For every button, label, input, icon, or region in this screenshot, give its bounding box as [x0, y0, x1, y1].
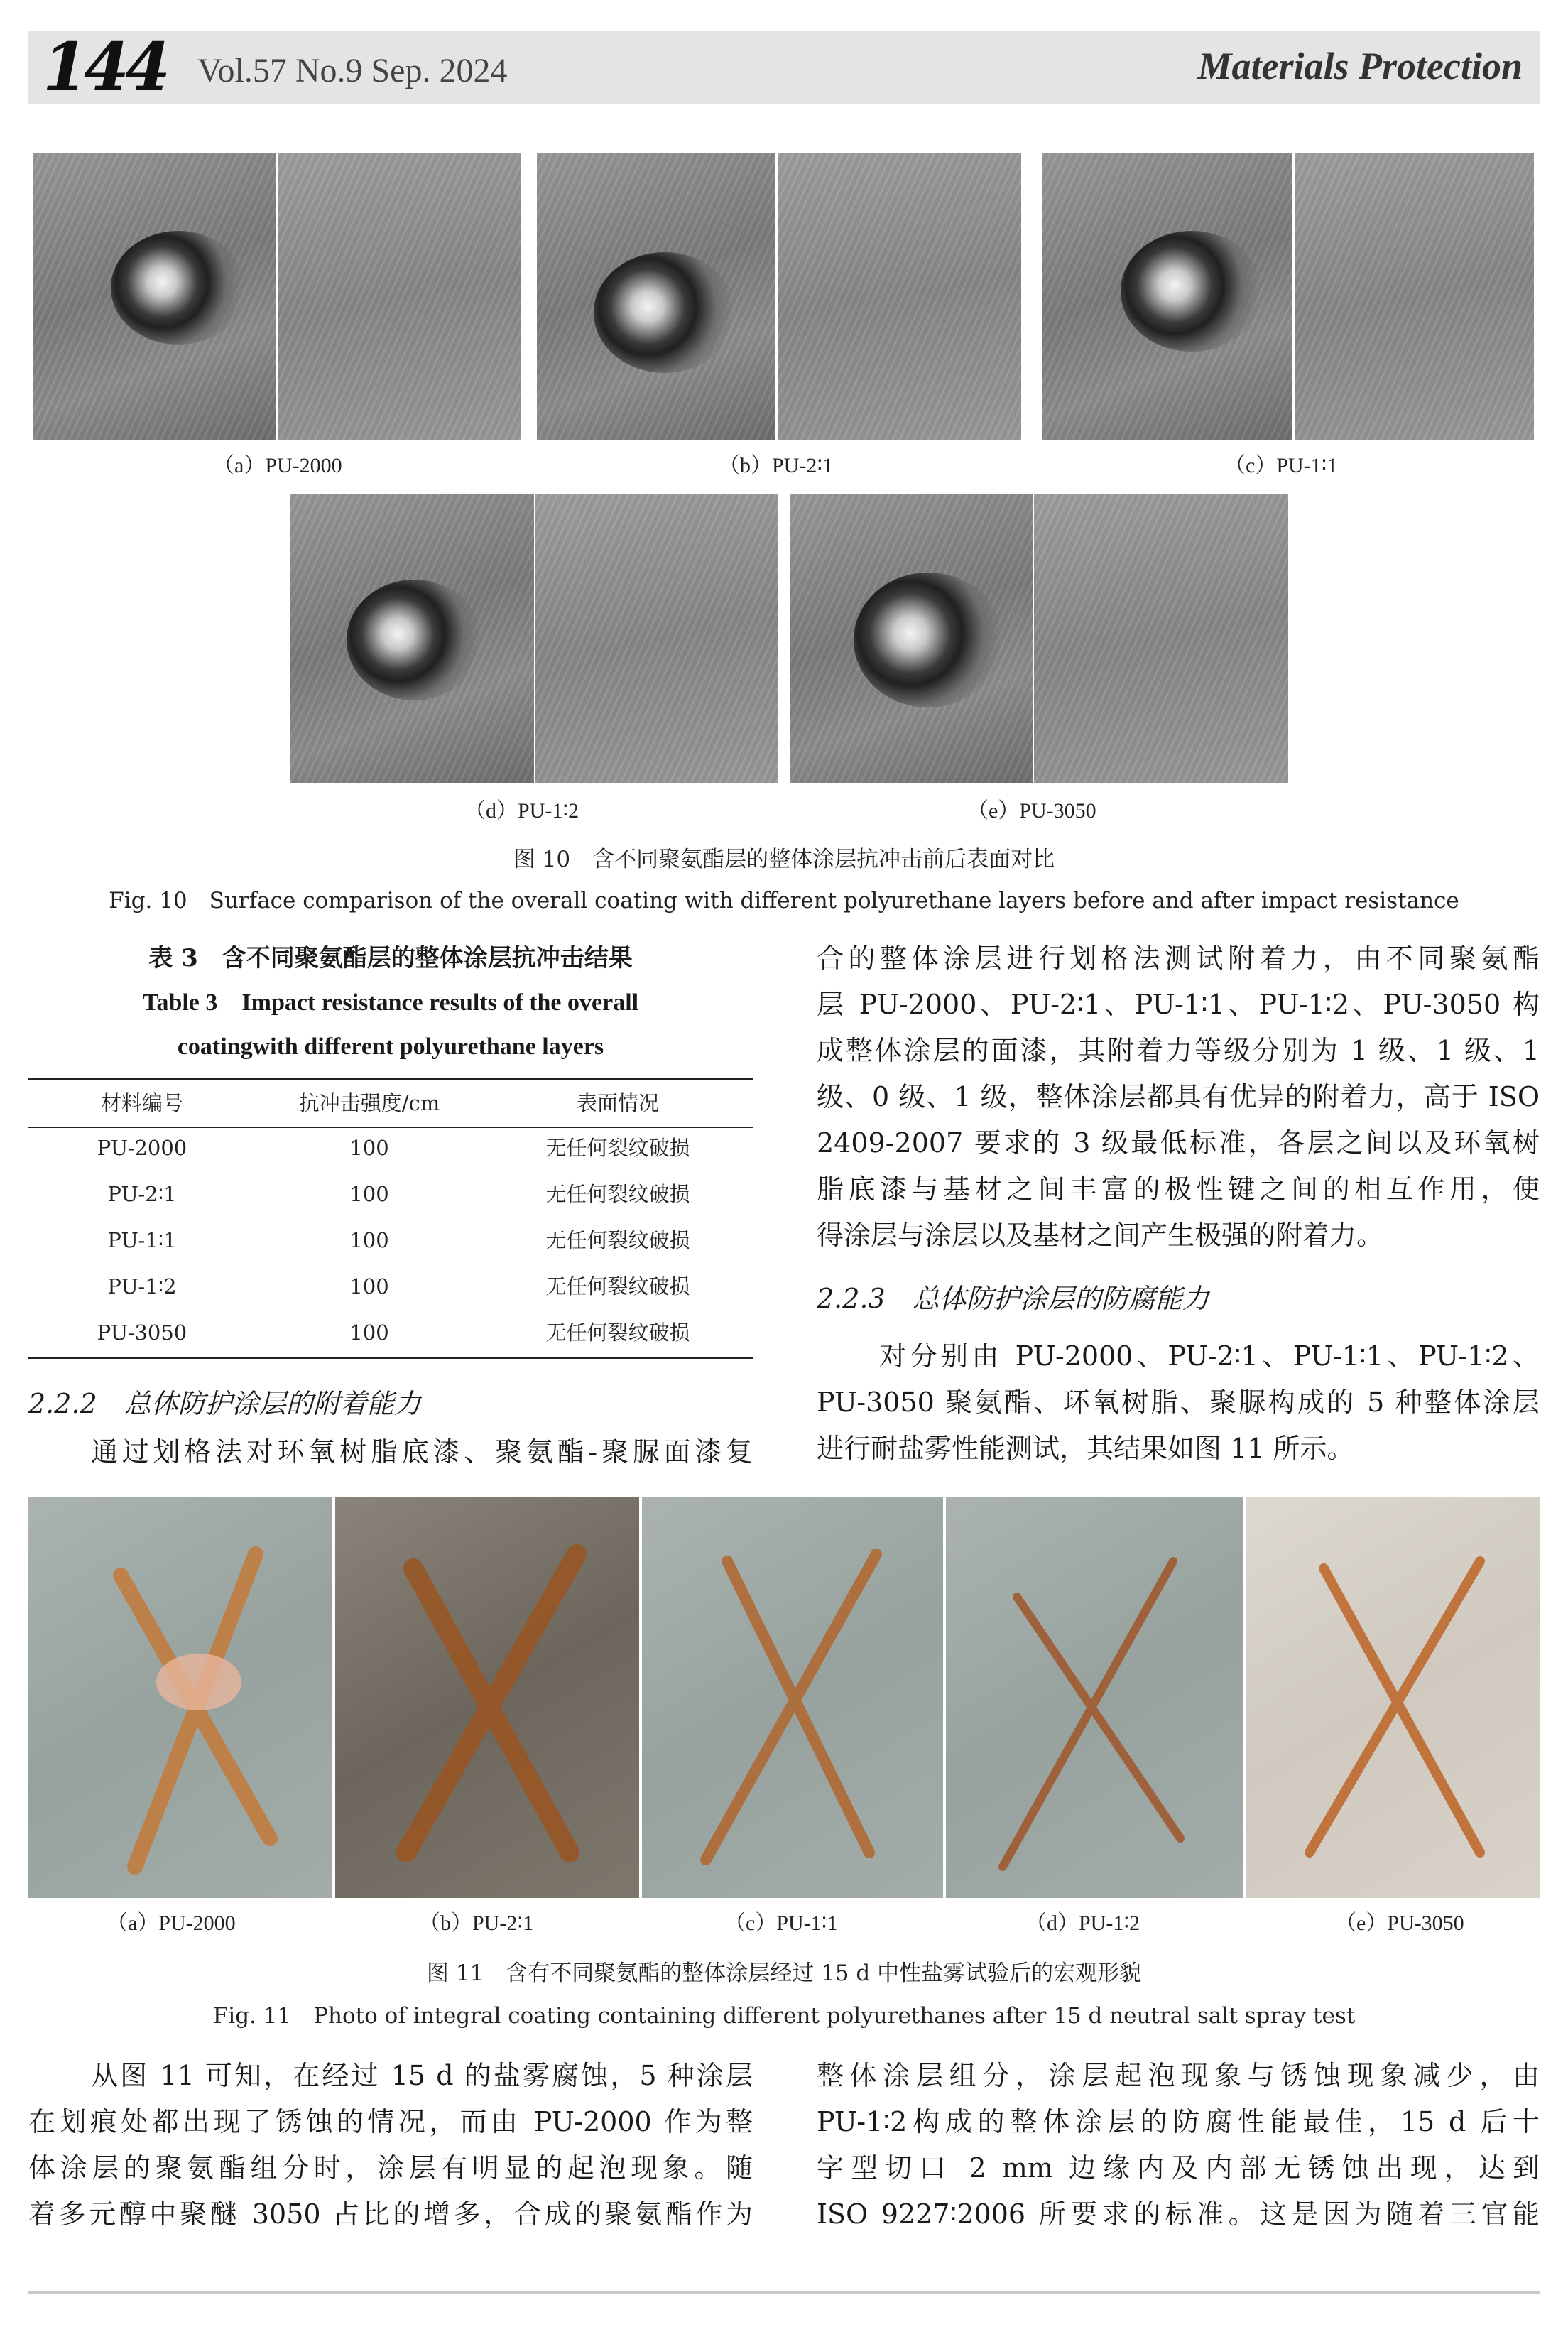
text-line: 整体涂层组分，涂层起泡现象与锈蚀现象减少，由: [817, 2060, 1540, 2091]
table-cell: 100: [349, 1320, 389, 1345]
footer-rule: [28, 2291, 1540, 2294]
text-line: 进行耐盐雾性能测试，其结果如图 11 所示。: [817, 1433, 1354, 1464]
fig10-caption-cn: 图 10 含不同聚氨酯层的整体涂层抗冲击前后表面对比: [513, 847, 1055, 872]
fig10-subcaption-a: （a）PU-2000: [213, 454, 342, 477]
table-cell: 无任何裂纹破损: [545, 1136, 690, 1160]
scratch-cross: [335, 1497, 639, 1898]
fig10-subcaption-d: （d）PU-1∶2: [464, 799, 579, 823]
bottom-left-text: [28, 2053, 753, 2238]
text-line: 体涂层的聚氨酯组分时，涂层有明显的起泡现象。随: [28, 2152, 753, 2184]
fig10-b-before-photo: [537, 153, 775, 440]
text-line: 合的整体涂层进行划格法测试附着力，由不同聚氨酯: [817, 943, 1540, 974]
fig10-d-before-photo: [290, 494, 534, 783]
fig11-b-photo: [335, 1497, 639, 1898]
table-cell: PU-1∶2: [107, 1274, 177, 1298]
fig11-subcaption-b: （b）PU-2∶1: [419, 1911, 534, 1935]
fig11-a-photo: [28, 1497, 332, 1898]
table-cell: PU-2000: [97, 1136, 187, 1160]
table3-bottom-rule: [28, 1357, 753, 1359]
section-223-heading: 2.2.3 总体防护涂层的防腐能力: [817, 1283, 1209, 1314]
table3-title-en-2: coatingwith different polyurethane layers: [177, 1034, 604, 1060]
table-cell: 100: [349, 1182, 389, 1206]
text-line: 着多元醇中聚醚 3050 占比的增多，合成的聚氨酯作为: [28, 2198, 753, 2230]
fig11-e-photo: [1246, 1497, 1540, 1898]
table3-title-en-1: Table 3 Impact resistance results of the overall: [142, 989, 639, 1016]
text-line: 字型切口 2 mm 边缘内及内部无锈蚀出现，达到: [817, 2152, 1540, 2184]
text-line: 得涂层与涂层以及基材之间产生极强的附着力。: [817, 1220, 1384, 1251]
section-222-left-text: [28, 1429, 753, 1475]
issue-info: Vol.57 No.9 Sep. 2024: [197, 52, 508, 90]
fig10-caption-en: Fig. 10 Surface comparison of the overall coating with different polyurethane layers before and after impact resistance: [109, 888, 1459, 913]
fig11-subcaption-d: （d）PU-1∶2: [1025, 1911, 1140, 1935]
fig11-caption-en: Fig. 11 Photo of integral coating containing different polyurethanes after 15 d neutral salt spray test: [212, 2003, 1356, 2029]
fig11-d-photo: [946, 1497, 1243, 1898]
table-cell: 无任何裂纹破损: [545, 1320, 690, 1345]
fig10-subcaption-b: （b）PU-2∶1: [719, 454, 834, 477]
table-cell: PU-1∶1: [107, 1228, 177, 1252]
text-line: 在划痕处都出现了锈蚀的情况，而由 PU-2000 作为整: [28, 2106, 753, 2137]
fig10-c-after-photo: [1295, 153, 1534, 440]
journal-title: Materials Protection: [1197, 45, 1523, 87]
fig11-c-photo: [642, 1497, 943, 1898]
fig10-b-after-photo: [778, 153, 1021, 440]
fig11-caption-cn: 图 11 含有不同聚氨酯的整体涂层经过 15 d 中性盐雾试验后的宏观形貌: [426, 1960, 1142, 1986]
scratch-cross: [946, 1497, 1243, 1898]
fig10-a-before-photo: [33, 153, 276, 440]
text-line: 级、0 级、1 级，整体涂层都具有优异的附着力，高于 ISO: [817, 1081, 1540, 1112]
table-cell: 无任何裂纹破损: [545, 1182, 690, 1206]
text-line: 层 PU-2000、PU-2∶1、PU-1∶1、PU-1∶2、PU-3050 构: [817, 989, 1540, 1020]
fig11-subcaption-e: （e）PU-3050: [1335, 1911, 1464, 1935]
table3-header-id: 材料编号: [100, 1091, 183, 1115]
section-222-right-text: [817, 935, 1540, 1259]
fig10-subcaption-c: （c）PU-1∶1: [1224, 454, 1338, 477]
table-cell: PU-3050: [97, 1320, 187, 1345]
fig10-c-before-photo: [1042, 153, 1292, 440]
text-line: 2409-2007 要求的 3 级最低标准，各层之间以及环氧树: [817, 1127, 1540, 1159]
table-cell: PU-2∶1: [107, 1182, 177, 1206]
fig10-d-after-photo: [535, 494, 778, 783]
table3-header-surface: 表面情况: [576, 1091, 659, 1115]
section-222-heading: 2.2.2 总体防护涂层的附着能力: [28, 1388, 421, 1419]
table-cell: 无任何裂纹破损: [545, 1274, 690, 1298]
text-line: 从图 11 可知，在经过 15 d 的盐雾腐蚀，5 种涂层: [91, 2060, 753, 2091]
table3-top-rule: [28, 1078, 753, 1080]
text-line: ISO 9227∶2006 所要求的标准。这是因为随着三官能: [817, 2198, 1540, 2230]
text-line: 成整体涂层的面漆，其附着力等级分别为 1 级、1 级、1: [817, 1035, 1540, 1066]
text-line: 对分别由 PU-2000、PU-2∶1、PU-1∶1、PU-1∶2、: [879, 1340, 1540, 1372]
text-line: 通过划格法对环氧树脂底漆、聚氨酯-聚脲面漆复: [91, 1436, 753, 1468]
bottom-right-text: [817, 2053, 1540, 2238]
table3-header-impact: 抗冲击强度/cm: [298, 1091, 440, 1115]
table3-title-cn: 表 3 含不同聚氨酯层的整体涂层抗冲击结果: [148, 944, 633, 972]
section-223-text: [817, 1333, 1540, 1472]
text-line: 脂底漆与基材之间丰富的极性键之间的相互作用，使: [817, 1173, 1540, 1205]
table-cell: 100: [349, 1228, 389, 1252]
page-number: 144: [43, 28, 167, 105]
fig11-subcaption-c: （c）PU-1∶1: [724, 1911, 838, 1935]
fig10-e-before-photo: [790, 494, 1033, 783]
table3-mid-rule: [28, 1127, 753, 1128]
fig10-subcaption-e: （e）PU-3050: [967, 799, 1096, 823]
fig10-a-after-photo: [278, 153, 521, 440]
text-line: PU-3050 聚氨酯、环氧树脂、聚脲构成的 5 种整体涂层: [817, 1387, 1540, 1418]
scratch-cross: [1246, 1497, 1540, 1898]
table-cell: 无任何裂纹破损: [545, 1228, 690, 1252]
fig11-subcaption-a: （a）PU-2000: [107, 1911, 236, 1935]
fig10-e-after-photo: [1034, 494, 1288, 783]
table-cell: 100: [349, 1136, 389, 1160]
text-line: PU-1∶2构成的整体涂层的防腐性能最佳，15 d 后十: [817, 2106, 1540, 2137]
scratch-cross: [28, 1497, 332, 1898]
table-cell: 100: [349, 1274, 389, 1298]
scratch-cross: [642, 1497, 943, 1898]
